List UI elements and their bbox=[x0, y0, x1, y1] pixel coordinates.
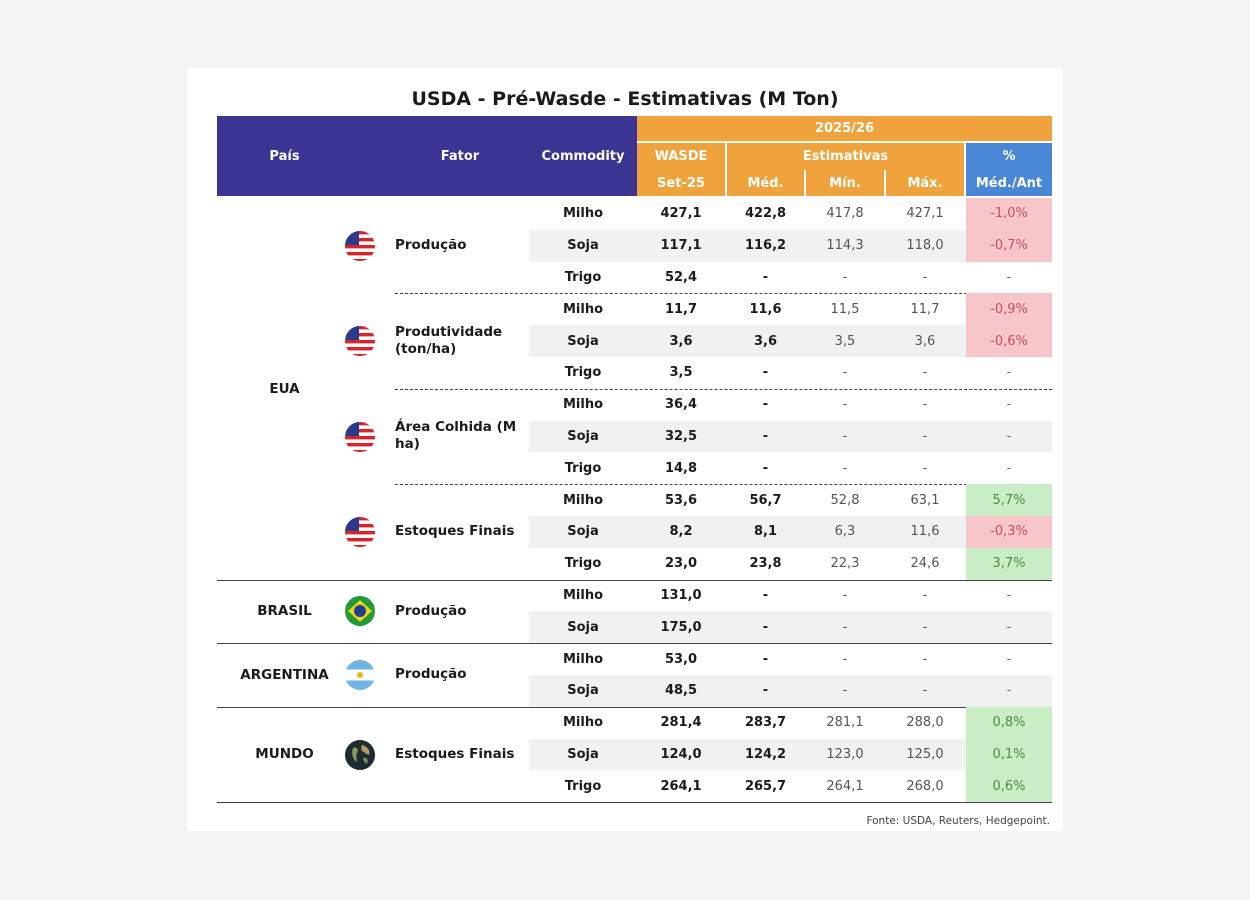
pct-value: - bbox=[1006, 587, 1012, 603]
wasde-value: 264,1 bbox=[660, 778, 702, 794]
commodity-cell: Trigo bbox=[564, 460, 602, 476]
commodity-cell: Milho bbox=[562, 301, 604, 317]
max-value: - bbox=[922, 460, 928, 476]
med-value: 283,7 bbox=[744, 715, 787, 731]
commodity-cell: Trigo bbox=[564, 269, 602, 285]
header-pais: País bbox=[269, 148, 300, 164]
pct-value: 5,7% bbox=[966, 484, 1052, 516]
commodity-cell: Soja bbox=[567, 683, 599, 699]
med-value: 124,2 bbox=[744, 746, 787, 762]
max-value: - bbox=[922, 651, 928, 667]
commodity-cell: Trigo bbox=[564, 365, 602, 381]
pct-value: - bbox=[1006, 651, 1012, 667]
max-value: 11,7 bbox=[910, 301, 940, 317]
med-value: 11,6 bbox=[749, 301, 782, 317]
commodity-cell: Soja bbox=[567, 524, 599, 540]
min-value: - bbox=[842, 269, 848, 285]
max-value: - bbox=[922, 365, 928, 381]
med-value: 23,8 bbox=[749, 556, 782, 572]
country-label: EUA bbox=[269, 380, 300, 397]
min-value: 6,3 bbox=[834, 524, 856, 540]
min-value: 264,1 bbox=[826, 778, 864, 794]
max-value: 268,0 bbox=[906, 778, 944, 794]
factor-label: Produção bbox=[395, 602, 467, 619]
wasde-value: 23,0 bbox=[664, 556, 698, 572]
pct-value: 0,8% bbox=[966, 707, 1052, 739]
factor-label: Estoques Finais bbox=[395, 745, 515, 762]
pct-value: -0,7% bbox=[966, 230, 1052, 262]
wasde-value: 175,0 bbox=[660, 619, 702, 635]
commodity-cell: Milho bbox=[562, 587, 604, 603]
commodity-cell: Soja bbox=[567, 238, 599, 254]
pct-value: - bbox=[1006, 460, 1012, 476]
med-value: - bbox=[762, 269, 769, 285]
min-value: - bbox=[842, 587, 848, 603]
med-value: - bbox=[762, 651, 769, 667]
table-card bbox=[187, 68, 1063, 831]
commodity-cell: Milho bbox=[562, 651, 604, 667]
wasde-value: 36,4 bbox=[664, 397, 698, 413]
min-value: 417,8 bbox=[826, 206, 864, 222]
country-label: BRASIL bbox=[257, 603, 312, 620]
max-value: 118,0 bbox=[906, 238, 944, 254]
pct-value: - bbox=[1006, 428, 1012, 444]
commodity-cell: Milho bbox=[562, 492, 604, 508]
source-note: Fonte: USDA, Reuters, Hedgepoint. bbox=[866, 815, 1050, 827]
med-value: - bbox=[762, 428, 769, 444]
max-value: 125,0 bbox=[906, 746, 944, 762]
min-value: - bbox=[842, 619, 848, 635]
pct-value: - bbox=[1006, 397, 1012, 413]
wasde-value: 117,1 bbox=[660, 238, 702, 254]
factor-label: Produção bbox=[395, 666, 467, 683]
pct-value: - bbox=[1006, 683, 1012, 699]
pct-value: 3,7% bbox=[966, 548, 1052, 580]
med-value: - bbox=[762, 683, 769, 699]
pct-value: - bbox=[1006, 269, 1012, 285]
max-value: - bbox=[922, 587, 928, 603]
factor-label: Área Colhida (M ha) bbox=[395, 419, 517, 453]
commodity-cell: Trigo bbox=[564, 778, 602, 794]
header-wasde: WASDE bbox=[637, 143, 725, 170]
wasde-value: 3,6 bbox=[669, 333, 693, 349]
header-commodity: Commodity bbox=[541, 148, 625, 164]
pct-value: -1,0% bbox=[966, 198, 1052, 230]
med-value: - bbox=[762, 365, 769, 381]
med-value: 8,1 bbox=[753, 524, 778, 540]
header-min: Mín. bbox=[806, 170, 884, 196]
factor-label: Produtividade (ton/ha) bbox=[395, 324, 503, 358]
min-value: 114,3 bbox=[826, 238, 864, 254]
max-value: - bbox=[922, 397, 928, 413]
med-value: 265,7 bbox=[744, 778, 787, 794]
wasde-value: 14,8 bbox=[664, 460, 698, 476]
min-value: - bbox=[842, 428, 848, 444]
med-value: 56,7 bbox=[749, 492, 782, 508]
commodity-cell: Trigo bbox=[564, 556, 602, 572]
med-value: - bbox=[762, 460, 769, 476]
max-value: - bbox=[922, 428, 928, 444]
commodity-cell: Milho bbox=[562, 206, 604, 222]
commodity-cell: Milho bbox=[562, 715, 604, 731]
med-value: 422,8 bbox=[744, 206, 787, 222]
header-season: 2025/26 bbox=[637, 116, 1052, 141]
header-pct-label: Méd./Ant bbox=[966, 170, 1052, 196]
wasde-value: 124,0 bbox=[660, 746, 702, 762]
commodity-cell: Soja bbox=[567, 619, 599, 635]
pct-value: - bbox=[1006, 619, 1012, 635]
commodity-cell: Soja bbox=[567, 428, 599, 444]
factor-label: Estoques Finais bbox=[395, 523, 515, 540]
min-value: - bbox=[842, 651, 848, 667]
country-label: ARGENTINA bbox=[240, 666, 329, 683]
med-value: - bbox=[762, 587, 769, 603]
max-value: 427,1 bbox=[906, 206, 944, 222]
pct-value: -0,6% bbox=[966, 325, 1052, 357]
max-value: 3,6 bbox=[914, 333, 936, 349]
med-value: 3,6 bbox=[753, 333, 778, 349]
max-value: - bbox=[922, 269, 928, 285]
country-separator bbox=[217, 802, 1052, 803]
med-value: 116,2 bbox=[744, 238, 787, 254]
pct-value: -0,9% bbox=[966, 293, 1052, 325]
min-value: - bbox=[842, 365, 848, 381]
wasde-value: 427,1 bbox=[660, 206, 702, 222]
commodity-cell: Soja bbox=[567, 333, 599, 349]
max-value: 24,6 bbox=[910, 556, 940, 572]
min-value: - bbox=[842, 683, 848, 699]
wasde-value: 8,2 bbox=[669, 524, 693, 540]
commodity-cell: Soja bbox=[567, 746, 599, 762]
wasde-value: 53,0 bbox=[664, 651, 698, 667]
max-value: - bbox=[922, 619, 928, 635]
min-value: 22,3 bbox=[830, 556, 860, 572]
wasde-value: 52,4 bbox=[664, 269, 698, 285]
wasde-value: 11,7 bbox=[664, 301, 698, 317]
country-label: MUNDO bbox=[255, 746, 314, 763]
med-value: - bbox=[762, 619, 769, 635]
header-med: Méd. bbox=[727, 170, 804, 196]
wasde-value: 131,0 bbox=[660, 587, 702, 603]
max-value: 63,1 bbox=[910, 492, 940, 508]
table-title: USDA - Pré-Wasde - Estimativas (M Ton) bbox=[411, 88, 839, 110]
min-value: - bbox=[842, 397, 848, 413]
max-value: - bbox=[922, 683, 928, 699]
min-value: 281,1 bbox=[826, 715, 864, 731]
pct-value: 0,1% bbox=[966, 739, 1052, 771]
wasde-value: 281,4 bbox=[660, 715, 702, 731]
wasde-value: 32,5 bbox=[664, 428, 698, 444]
max-value: 288,0 bbox=[906, 715, 944, 731]
wasde-value: 53,6 bbox=[664, 492, 698, 508]
min-value: 11,5 bbox=[830, 301, 860, 317]
wasde-value: 3,5 bbox=[669, 365, 693, 381]
min-value: 3,5 bbox=[834, 333, 856, 349]
header-max: Máx. bbox=[886, 170, 964, 196]
header-estimativas: Estimativas bbox=[727, 143, 964, 170]
pct-value: -0,3% bbox=[966, 516, 1052, 548]
pct-value: 0,6% bbox=[966, 770, 1052, 802]
max-value: 11,6 bbox=[910, 524, 940, 540]
min-value: 123,0 bbox=[826, 746, 864, 762]
min-value: 52,8 bbox=[830, 492, 860, 508]
header-wasde-date: Set-25 bbox=[637, 170, 725, 196]
factor-label: Produção bbox=[395, 237, 467, 254]
med-value: - bbox=[762, 397, 769, 413]
min-value: - bbox=[842, 460, 848, 476]
header-fator: Fator bbox=[440, 148, 480, 164]
commodity-cell: Milho bbox=[562, 397, 604, 413]
header-pct: % bbox=[966, 143, 1052, 170]
pct-value: - bbox=[1006, 365, 1012, 381]
wasde-value: 48,5 bbox=[664, 683, 698, 699]
